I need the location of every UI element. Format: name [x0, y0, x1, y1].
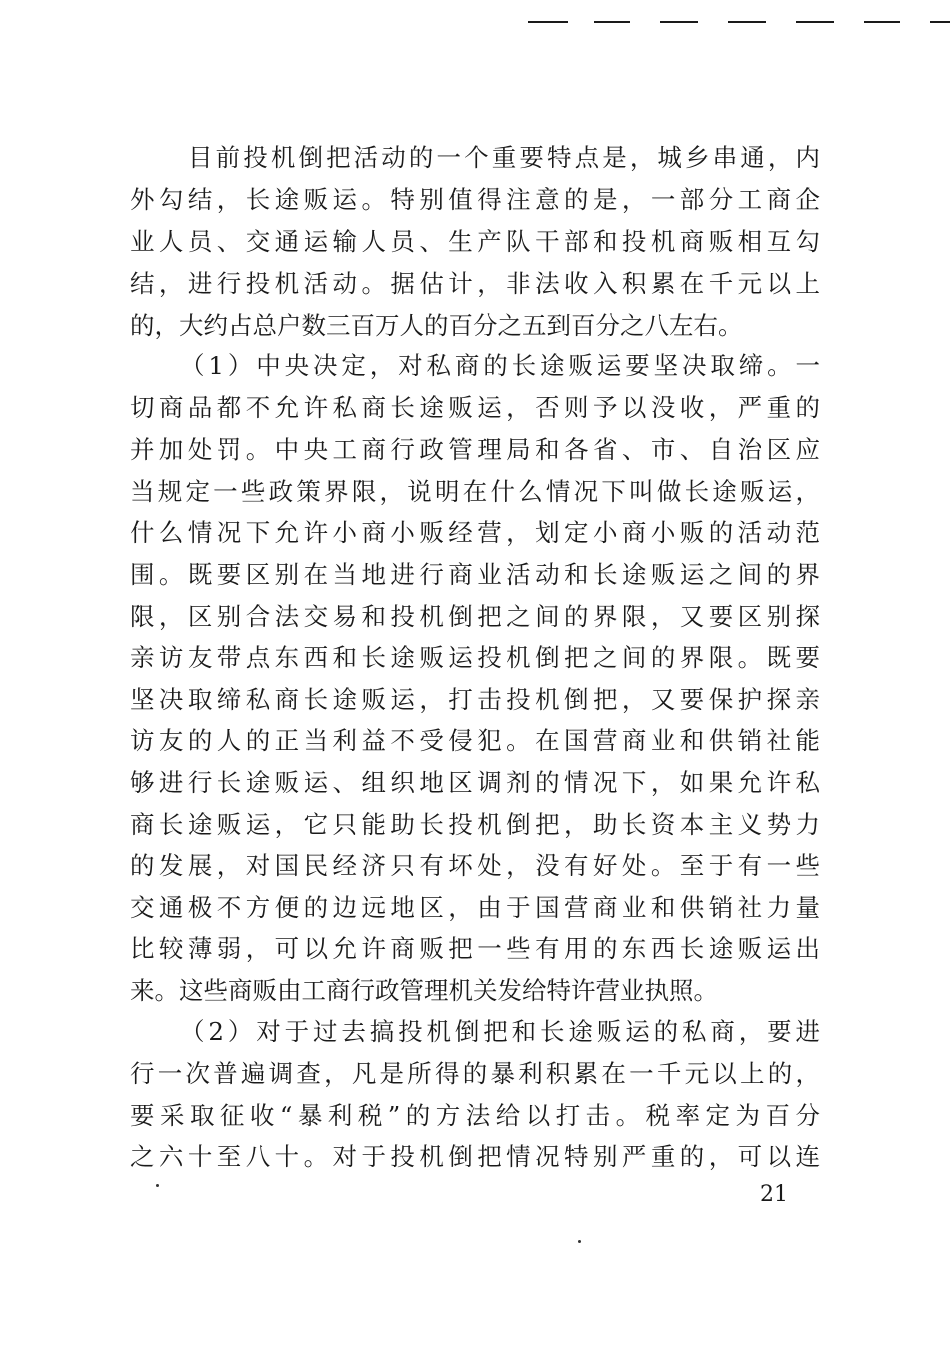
- text-line: 亲访友带点东西和长途贩运投机倒把之间的界限。既要: [130, 643, 820, 672]
- text-line: 行一次普遍调查，凡是所得的暴利积累在一千元以上的，: [130, 1059, 820, 1088]
- text-line: 交通极不方便的边远地区，由于国营商业和供销社力量: [130, 893, 820, 922]
- header-dash: [660, 21, 698, 23]
- text-line: （2）对于过去搞投机倒把和长途贩运的私商，要进: [180, 1017, 820, 1046]
- text-line: 商长途贩运，它只能助长投机倒把，助长资本主义势力: [130, 810, 820, 839]
- text-line: 并加处罚。中央工商行政管理局和各省、市、自治区应: [130, 435, 820, 464]
- text-line: 来。这些商贩由工商行政管理机关发给特许营业执照。: [130, 976, 718, 1005]
- text-line: 目前投机倒把活动的一个重要特点是，城乡串通，内: [188, 143, 820, 172]
- text-line: 要采取征收“暴利税”的方法给以打击。税率定为百分: [130, 1101, 820, 1130]
- scan-speck: [156, 1184, 159, 1187]
- page-number: 21: [760, 1182, 788, 1207]
- text-line: 比较薄弱，可以允许商贩把一些有用的东西长途贩运出: [130, 934, 820, 963]
- text-line: （1）中央决定，对私商的长途贩运要坚决取缔。一: [180, 351, 820, 380]
- text-line: 的，大约占总户数三百万人的百分之五到百分之八左右。: [130, 311, 743, 340]
- text-line: 限，区别合法交易和投机倒把之间的界限，又要区别探: [130, 602, 820, 631]
- text-line: 坚决取缔私商长途贩运，打击投机倒把，又要保护探亲: [130, 685, 820, 714]
- text-line: 业人员、交通运输人员、生产队干部和投机商贩相互勾: [130, 227, 820, 256]
- text-line: 外勾结，长途贩运。特别值得注意的是，一部分工商企: [130, 185, 820, 214]
- scan-speck: [578, 1240, 581, 1243]
- text-line: 结，进行投机活动。据估计，非法收入积累在千元以上: [130, 269, 820, 298]
- text-line: 当规定一些政策界限，说明在什么情况下叫做长途贩运，: [130, 477, 820, 506]
- text-line: 访友的人的正当利益不受侵犯。在国营商业和供销社能: [130, 726, 820, 755]
- text-line: 之六十至八十。对于投机倒把情况特别严重的，可以连: [130, 1142, 820, 1171]
- header-dash: [528, 21, 568, 23]
- text-line: 够进行长途贩运、组织地区调剂的情况下，如果允许私: [130, 768, 820, 797]
- text-line: 什么情况下允许小商小贩经营，划定小商小贩的活动范: [130, 518, 820, 547]
- text-line: 围。既要区别在当地进行商业活动和长途贩运之间的界: [130, 560, 820, 589]
- header-dash: [796, 21, 834, 23]
- header-dash: [864, 21, 900, 23]
- text-line: 切商品都不允许私商长途贩运，否则予以没收，严重的: [130, 393, 820, 422]
- text-line: 的发展，对国民经济只有坏处，没有好处。至于有一些: [130, 851, 820, 880]
- header-dash: [930, 21, 950, 23]
- header-dash: [728, 21, 766, 23]
- header-dash: [594, 21, 630, 23]
